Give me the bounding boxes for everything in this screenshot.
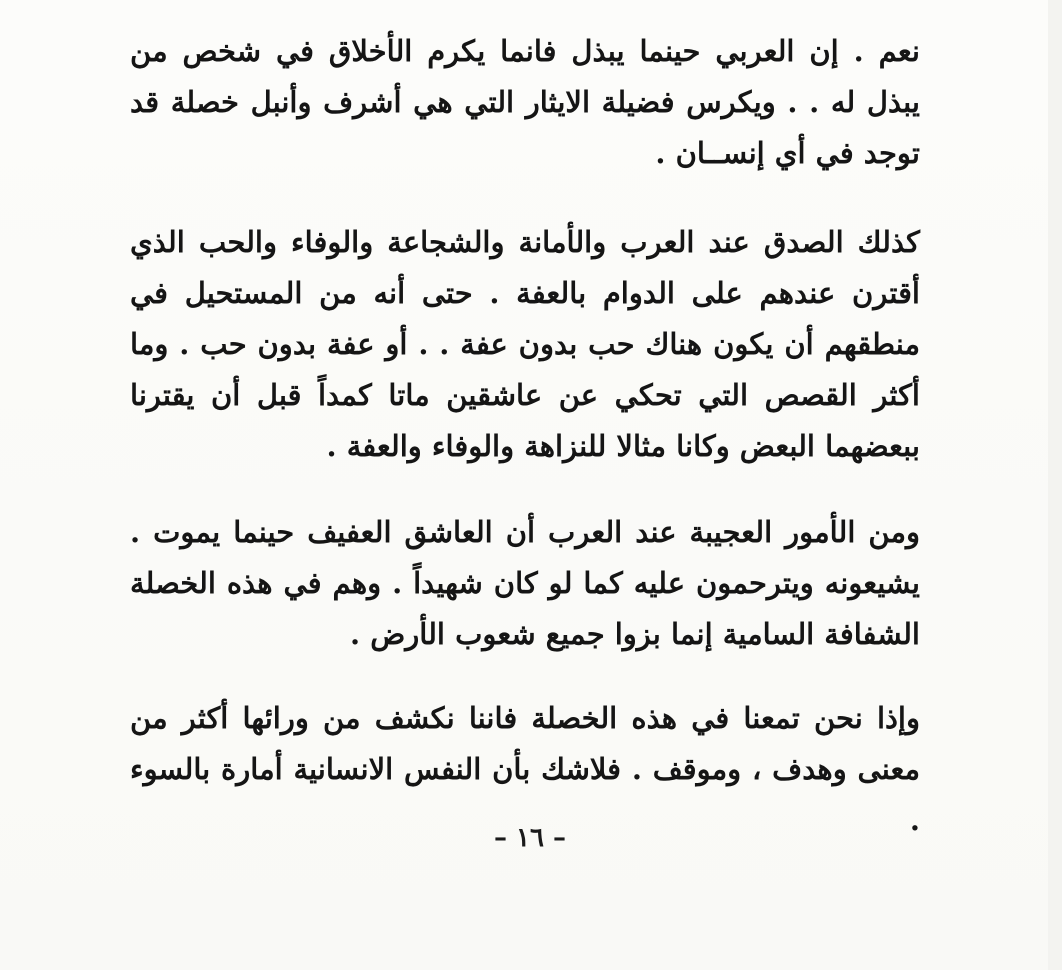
paragraph-text: كذلك الصدق عند العرب والأمانة والشجاعة والوفاء والحب الذي أقترن عندهم على الدوام بالعفة . حتى أنه من المستحيل في منطقهم أن يكون هناك حب بدون عفة . . أو عفة بدون حب . وما أكثر القصص التي تحكي عن عاشقين ماتا كمداً قبل أن يقترنا ببعضهما البعض وكانا مثالا للنزاهة والوفاء والعفة . [130, 225, 920, 463]
paragraph-text: وإذا نحن تمعنا في هذه الخصلة فاننا نكشف من ورائها أكثر من معنى وهدف ، وموقف . فلاشك بأن النفس الانسانية أمارة بالسوء . [130, 701, 920, 837]
paragraph-1 [130, 26, 920, 179]
page-number: – ١٦ – [493, 823, 567, 853]
paragraph-text: نعم . إن العربي حينما يبذل فانما يكرم الأخلاق في شخص من يبذل له . . ويكرس فضيلة الايثار التي هي أشرف وأنبل خصلة قد توجد في أي إنســان . [130, 34, 920, 170]
paragraph-3 [130, 507, 920, 660]
page-edge [1048, 0, 1062, 970]
paragraph-text: ومن الأمور العجيبة عند العرب أن العاشق العفيف حينما يموت . يشيعونه ويترحمون عليه كما لو كان شهيداً . وهم في هذه الخصلة الشفافة السامية إنما بزوا جميع شعوب الأرض . [130, 515, 920, 651]
paragraph-2 [130, 217, 920, 472]
